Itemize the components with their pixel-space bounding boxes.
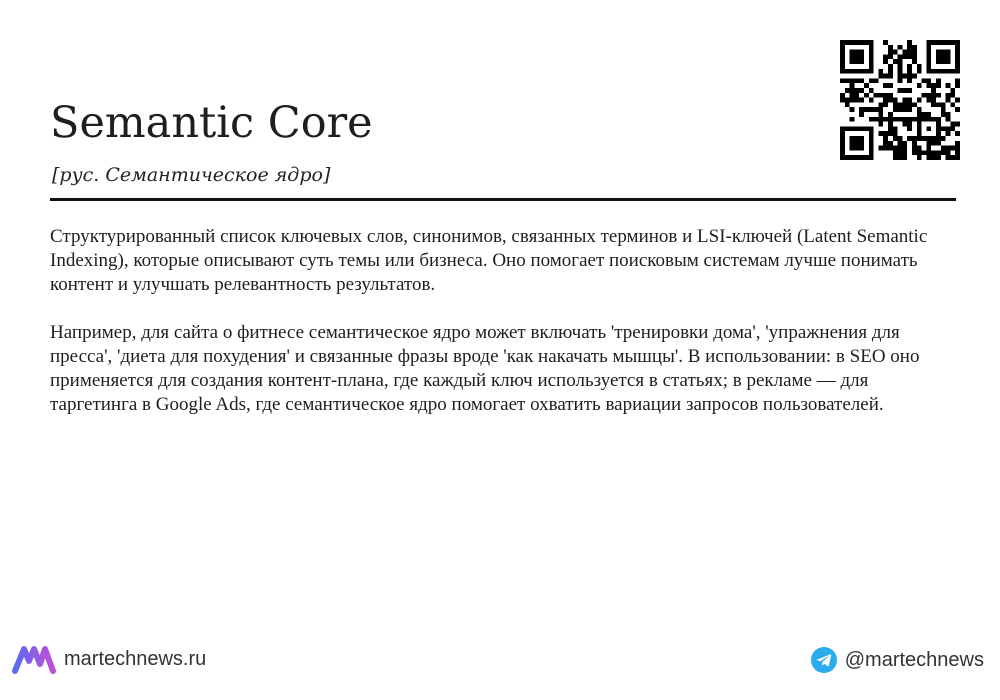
header-divider <box>50 198 956 201</box>
footer-site[interactable] <box>12 644 206 674</box>
page-subtitle: [рус. Семантическое ядро] <box>52 164 331 186</box>
qr-code <box>840 40 960 160</box>
telegram-icon <box>811 647 837 673</box>
example-paragraph: Например, для сайта о фитнесе семантическое ядро может включать 'тренировки дома', 'упражнения для пресса', 'диета для похудения' и связанные фразы вроде 'как накачать мышцы'. В использовании: в SEO оно применяется для создания контент-плана, где каждый ключ используется в статьях; в рекламе — для таргетинга в Google Ads, где семантическое ядро помогает охватить вариации запросов пользователей. <box>50 322 920 415</box>
footer-telegram[interactable] <box>811 646 984 674</box>
martechnews-logo-icon <box>12 644 56 674</box>
telegram-handle[interactable]: @martechnews <box>844 649 984 671</box>
site-link[interactable]: martechnews.ru <box>64 648 207 670</box>
definition-body <box>50 225 956 441</box>
page-title: Semantic Core <box>50 98 373 148</box>
definition-paragraph: Структурированный список ключевых слов, синонимов, связанных терминов и LSI-ключей (Latent Semantic Indexing), которые описывают суть темы или бизнеса. Оно помогает поисковым системам лучше понимать контент и улучшать релевантность результатов. <box>50 226 928 295</box>
